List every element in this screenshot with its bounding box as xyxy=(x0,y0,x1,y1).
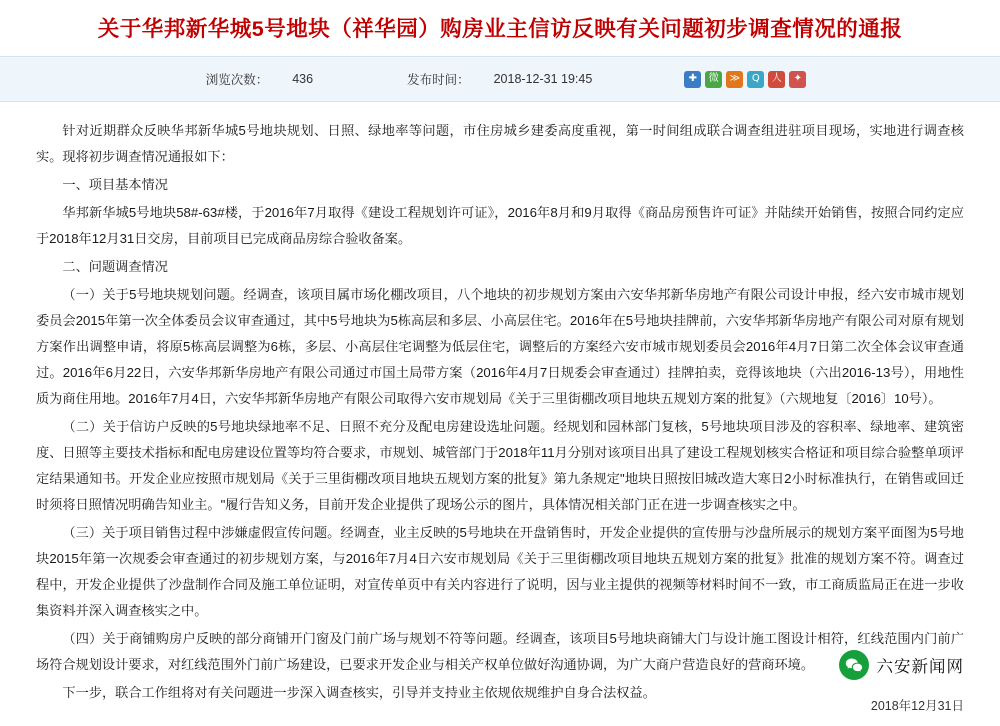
share-icon-more[interactable]: ✦ xyxy=(789,71,806,88)
share-icon-rss[interactable]: ≫ xyxy=(726,71,743,88)
share-icon-qzone[interactable]: Q xyxy=(747,71,764,88)
share-icon-renren[interactable]: 人 xyxy=(768,71,785,88)
article-meta-bar xyxy=(0,56,1000,102)
share-icon-wechat[interactable]: 微 xyxy=(705,71,722,88)
publish-time: 2018-12-31 19:45 xyxy=(493,72,593,86)
publish-label: 发布时间： xyxy=(407,73,470,87)
share-icon-group xyxy=(684,71,806,88)
article-paragraph: （三）关于项目销售过程中涉嫌虚假宣传问题。经调查，业主反映的5号地块在开盘销售时，开发企业提供的宣传册与沙盘所展示的规划方案平面图为5号地块2015年第一次规委会审查通过的初步规划方案，与2016年7月4日六安市规划局《关于三里街棚改项目地块五规划方案的批复》批准的规划方案不符。调查过程中，开发企业提供了沙盘制作合同及施工单位证明，对宣传单页中有关内容进行了说明，因与业主提供的视频等材料时间不一致，市工商质监局正在进一步收集资料并深入调查核实之中。 xyxy=(36,525,964,618)
article-paragraph: 华邦新华城5号地块58#-63#楼，于2016年7月取得《建设工程规划许可证》，2016年8月和9月取得《商品房预售许可证》并陆续开始销售，按照合同约定应于2018年12月31日交房，目前项目已完成商品房综合验收备案。 xyxy=(36,205,964,246)
views-count: 436 xyxy=(292,72,314,86)
views-label: 浏览次数： xyxy=(205,73,269,87)
article-paragraph: （四）关于商铺购房户反映的部分商铺开门窗及门前广场与规划不符等问题。经调查，该项目5号地块商铺ּ大门与设计施工图设计相符，红线范围内门前广场符合规划设计要求，对红线范围外门前广场建设，已要求开发企业与相关产权单位做好沟通协调，为广大商户营造良好的营商环境。 xyxy=(36,631,965,672)
article-body xyxy=(0,102,1000,706)
article-paragraph: （一）关于5号地块规划问题。经调查，该项目属市场化棚改项目，八个地块的初步规划方案由六安华邦新华房地产有限公司设计申报，经六安市城市规划委员会2015年第一次全体委员会议审查通过，其中5号地块为5栋高层和多层、小高层住宅。2016年在5号地块挂牌前，六安华邦新华房地产有限公司对原有规划方案作出调整申请，将原5栋高层调整为6栋，多层、小高层住宅调整为低层住宅，调整后的方案经六安市城市规划委员会2016年4月7日第二次全体会议审查通过。2016年6月22日，六安华邦新华房地产有限公司通过市国土局带方案（2016年4月7日规委会审查通过）挂牌拍卖，竞得该地块（六出2016-13号），用地性质为商住用地。2016年7月4日，六安华邦新华房地产有限公司取得六安市规划局《关于三里街棚改项目地块五规划方案的批复》（六规地复〔2016〕10号）。 xyxy=(36,287,964,406)
share-icon-weibo[interactable]: ✚ xyxy=(684,71,701,88)
article-paragraph: （二）关于信访户反映的5号地块绿地率不足、日照不充分及配电房建设选址问题。经规划和园林部门复核，5号地块项目涉及的容积率、绿地率、建筑密度、日照等主要技术指标和配电房建设位置等均符合要求，市规划、城管部门于2018年11月分别对该项目出具了建设工程规划核实合格证和项目综合验整单项评定结果通知书。开发企业应按照市规划局《关于三里街棚改项目地块五规划方案的批复》第九条规定"地块日照按旧城改造大寒日2小时标准执行，在销售或回迁时须将日照情况明确告知业主。"履行告知义务，目前开发企业提供了现场公示的图片，具体情况相关部门正在进一步调查核实之中。 xyxy=(36,419,964,512)
title-bar xyxy=(0,0,1000,56)
page-title: 关于华邦新华城5号地块（祥华园）购房业主信访反映有关问题初步调查情况的通报 xyxy=(97,17,903,41)
site-brand[interactable] xyxy=(839,650,965,680)
wechat-icon xyxy=(839,650,869,680)
article-footer xyxy=(0,630,1000,726)
site-brand-name: 六安新闻网 xyxy=(876,658,964,676)
article-paragraph: 下一步，联合工作组将对有关问题进一步深入调查核实，引导并支持业主依规依规维护自身合法权益。 xyxy=(62,685,656,700)
footer-date: 2018年12月31日 xyxy=(870,699,964,713)
article-section-heading-2: 二、问题调查情况 xyxy=(62,259,168,274)
article-section-heading-1: 一、项目基本情况 xyxy=(62,177,168,192)
article-paragraph: 针对近期群众反映华邦新华城5号地块规划、日照、绿地率等问题，市住房城乡建委高度重视，第一时间组成联合调查组进驻项目现场，实地进行调查核实。现将初步调查情况通报如下： xyxy=(36,123,964,164)
